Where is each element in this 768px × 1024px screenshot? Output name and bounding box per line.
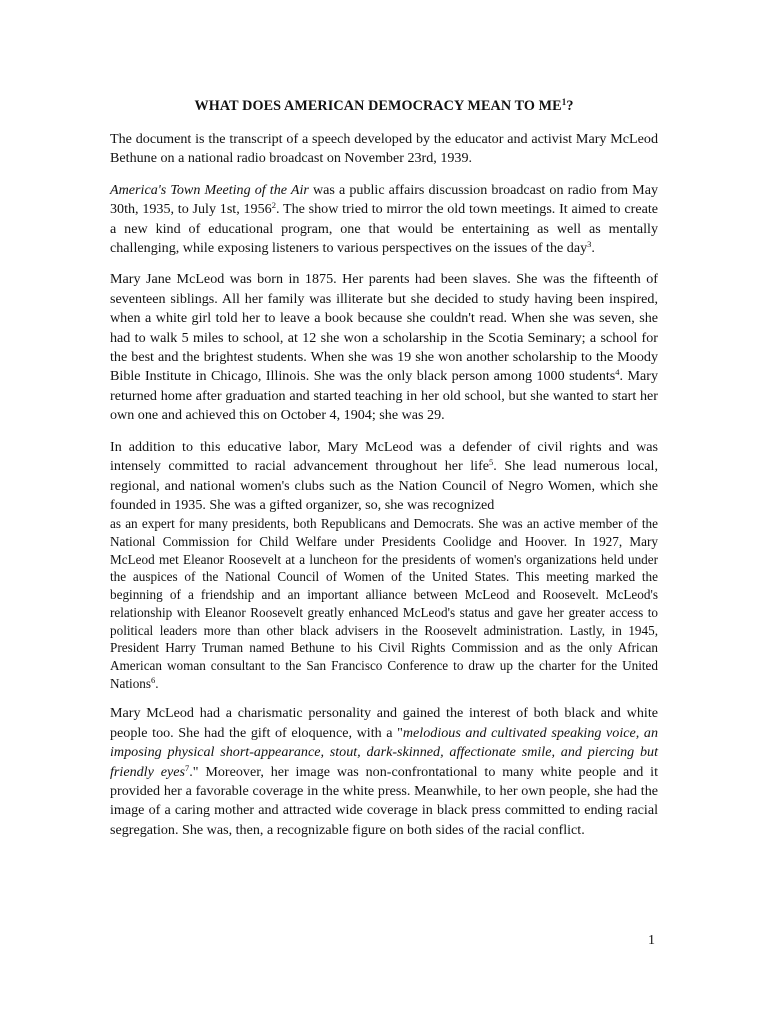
footnote-ref-6[interactable]: 6 xyxy=(151,674,156,685)
footnote-ref-5[interactable]: 5 xyxy=(489,457,494,468)
paragraph-biography: Mary Jane McLeod was born in 1875. Her parents had been slaves. She was the fifteenth of seventeen siblings. All her family was illiterate but she decided to study having been inspired, when a white girl told her to leave a book because she couldn't read. When she was seven, she had to walk 5 miles to school, at 12 she won a scholarship in the Scotia Seminary; a school for the best and the brightest students. When she was 19 she won another scholarship to the Moody Bible Institute in Chicago, Illinois. She was the only black person among 1000 students$^4$. Mary returned home after graduation and started teaching in her old school, but she wanted to start her own one and achieved this on October 4, 1904; she was 29. xyxy=(110,271,658,424)
paragraph-intro: The document is the transcript of a speech developed by the educator and activist Mary McLeod Bethune on a national radio broadcast on November 23rd, 1939. xyxy=(110,131,658,167)
show-title: America's Town Meeting of the Air xyxy=(110,181,309,198)
paragraph-town-meeting: America's Town Meeting of the Air was a public affairs discussion broadcast on radio from May 30th, 1935, to July 1st, 1956$^2$. The show tried to mirror the old town meetings. It aimed to create a new kind of educational program, one that would be entertaining as well as mentally challenging, while exposing listeners to various perspectives on the issues of the day$^3$. xyxy=(110,181,659,257)
footnote-ref-3[interactable]: 3 xyxy=(587,239,592,250)
page-number: 1 xyxy=(648,933,655,948)
document-page xyxy=(110,96,658,852)
quote-description: melodious and cultivated speaking voice, an imposing physical short-appearance, stout, dark-skinned, affectionate smile, and piercing but friendly eyes xyxy=(110,724,658,780)
footnote-ref-4[interactable]: 4 xyxy=(615,367,620,378)
paragraph-civil-rights-continued: as an expert for many presidents, both Republicans and Democrats. She was an active member of the National Commission for Child Welfare under Presidents Coolidge and Hoover. In 1927, Mary McLeod met Eleanor Roosevelt at a luncheon for the presidents of women's organizations held under the auspices of the National Council of Women of the United States. This meeting marked the beginning of a friendship and an important alliance between McLeod and Roosevelt. McLeod's relationship with Eleanor Roosevelt greatly enhanced McLeod's status and gave her greater access to political leaders more than other black advisers in the Roosevelt administration. Lastly, in 1945, President Harry Truman named Bethune to his Civil Rights Commission and as the only African American woman consultant to the San Francisco Conference to draw up the charter for the United Nations$^6$. xyxy=(110,516,658,691)
footnote-ref-7[interactable]: 7 xyxy=(184,762,190,773)
paragraph-civil-rights: In addition to this educative labor, Mary McLeod was a defender of civil rights and was intensely committed to racial advancement throughout her life$^5$. She lead numerous local, regional, and national women's clubs such as the Nation Council of Negro Women, which she founded in 1935. She was a gifted organizer, so, she was recognized xyxy=(110,438,658,513)
footnote-ref-2[interactable]: 2 xyxy=(271,200,276,211)
document-title: WHAT DOES AMERICAN DEMOCRACY MEAN TO $ME^1$? xyxy=(194,97,574,114)
footnote-ref-1[interactable]: 1 xyxy=(561,97,567,107)
paragraph-personality: Mary McLeod had a charismatic personality and gained the interest of both black and white people too. She had the gift of eloquence, with a "melodious and cultivated speaking voice, an imposing physical short-appearance, stout, dark-skinned, affectionate smile, and piercing but friendly eyes$^7$." Moreover, her image was non-confrontational to many white people and it provided her a favorable coverage in the white press. Meanwhile, to her own people, she had the image of a caring mother and attracted wide coverage in black press committed to ending racial segregation. She was, then, a recognizable figure on both sides of the racial conflict. xyxy=(110,705,658,838)
